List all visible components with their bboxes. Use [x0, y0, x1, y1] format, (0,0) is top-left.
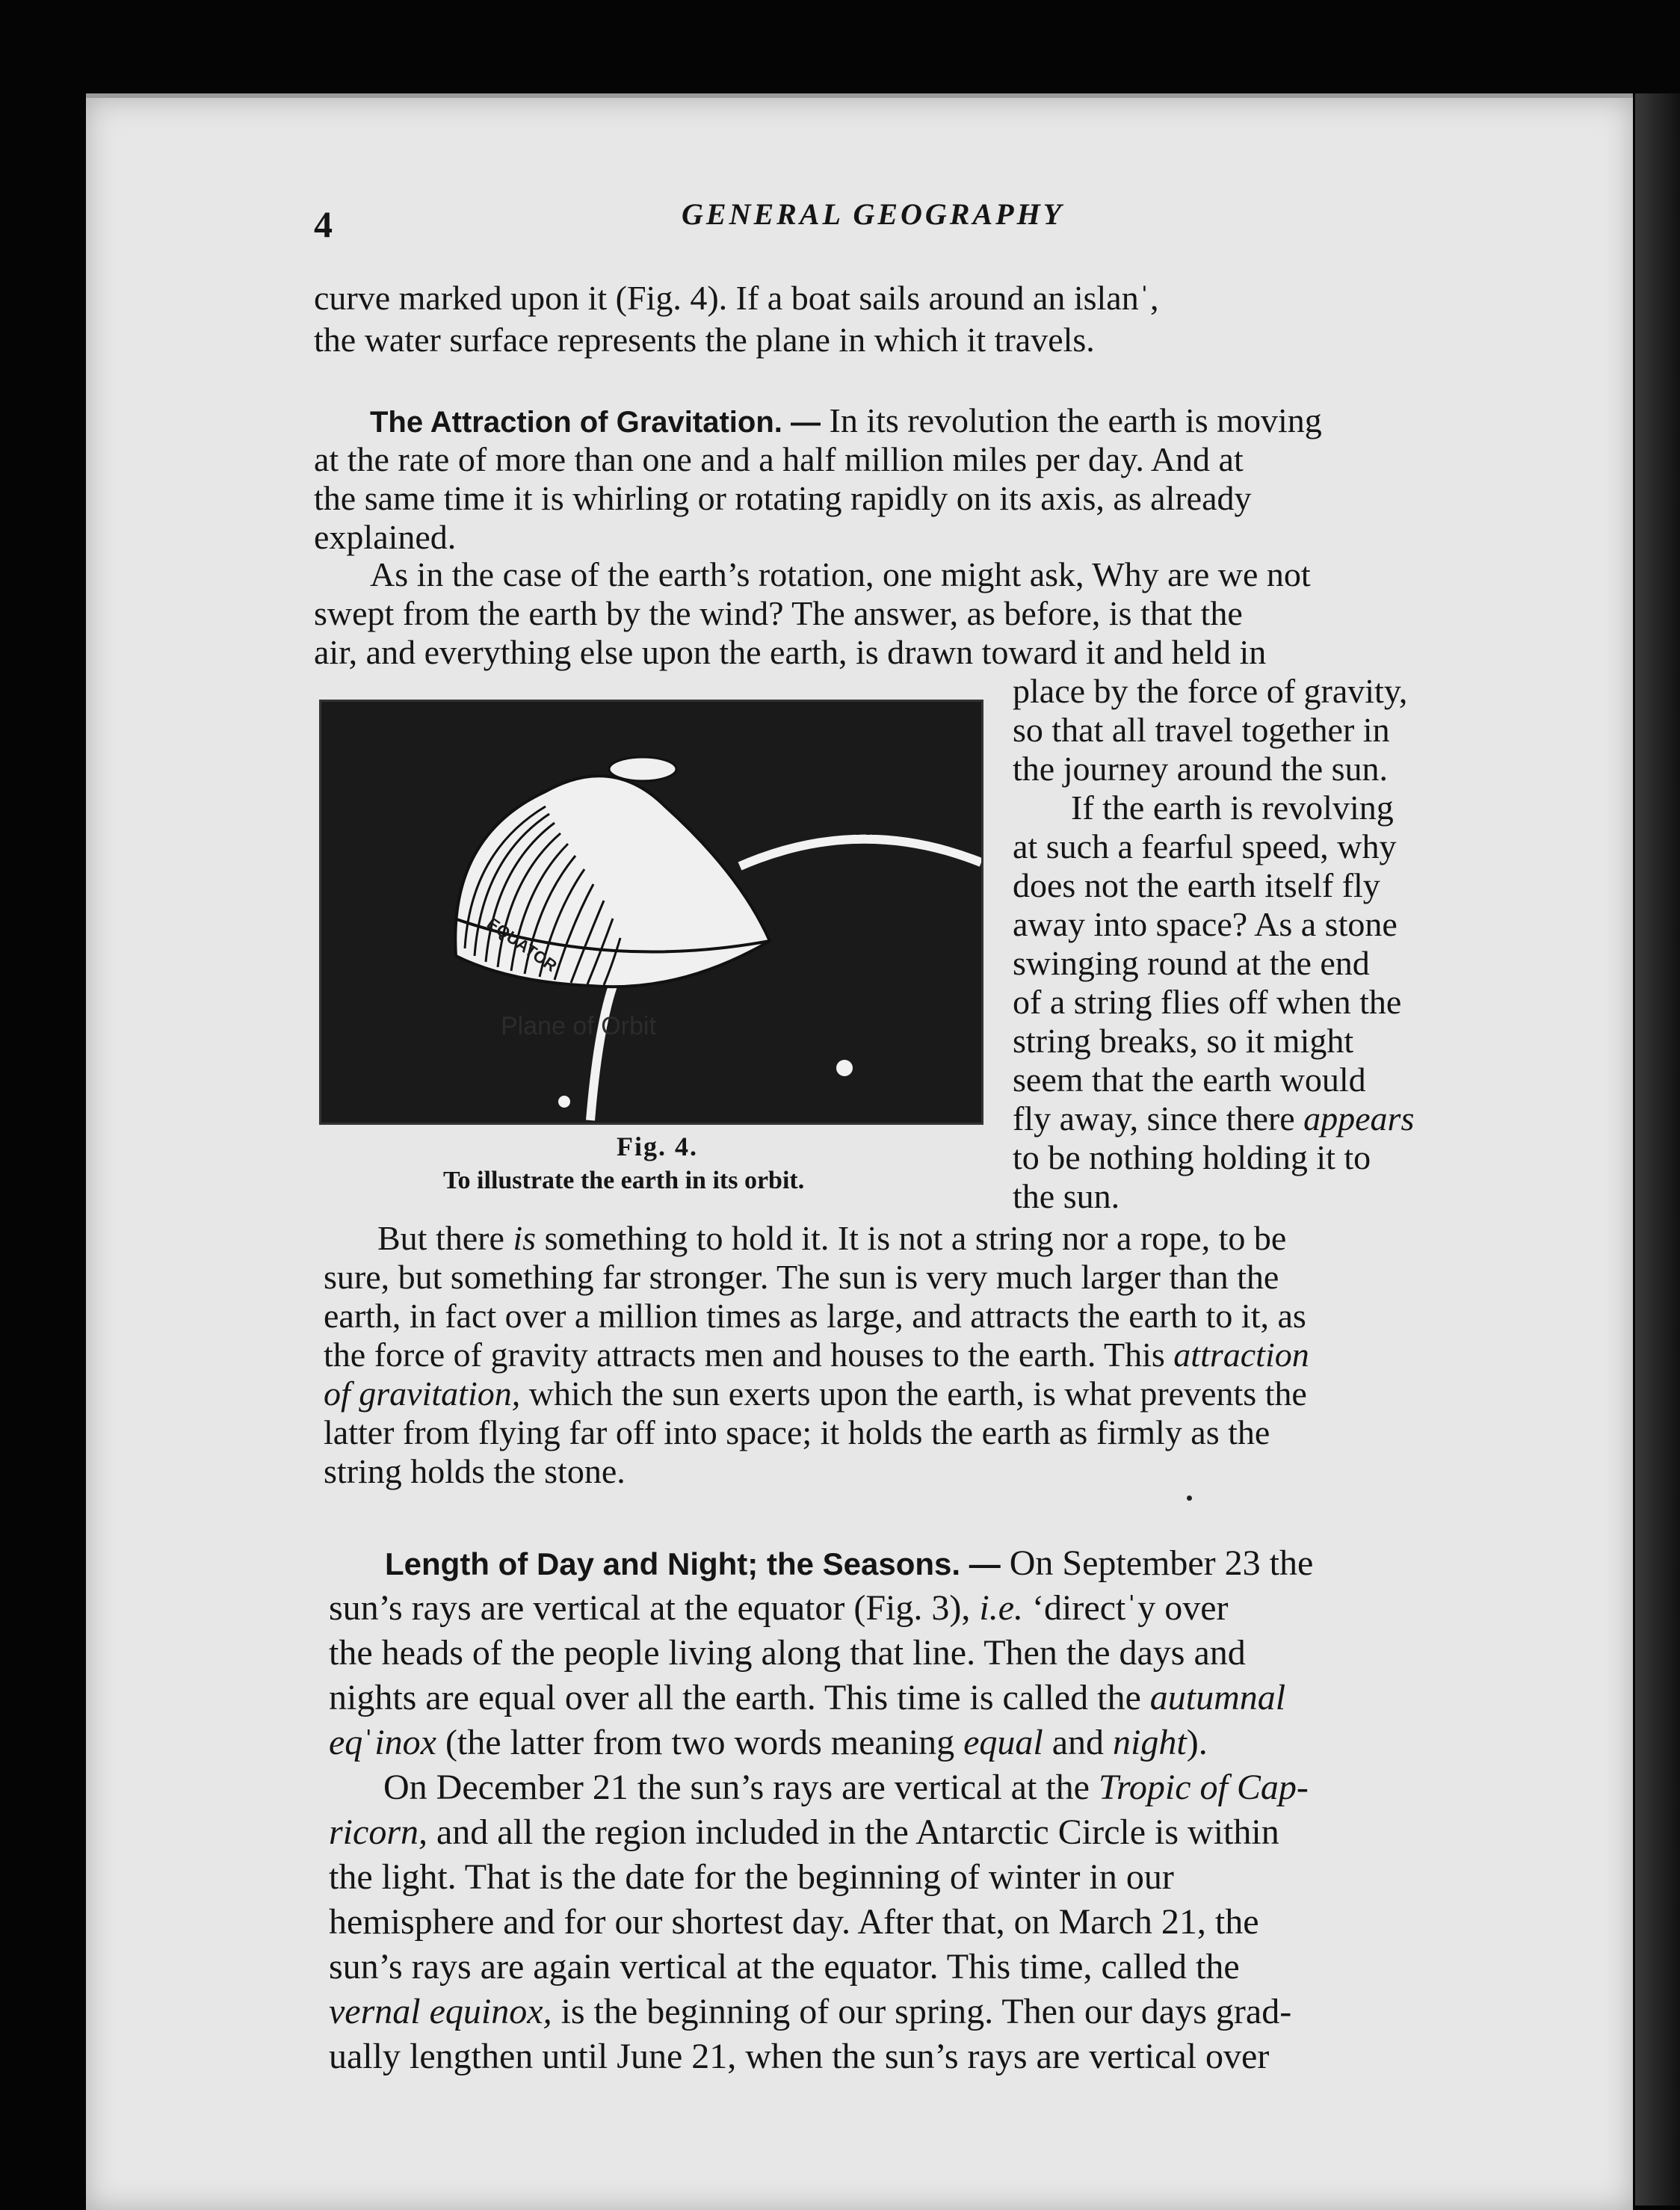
text-fragment: nights are equal over all the earth. This time is called the [329, 1678, 1141, 1717]
emphasis: Tropic of Cap- [1098, 1768, 1309, 1807]
side-text-line: so that all travel together in [1013, 711, 1390, 749]
emphasis: is [513, 1219, 537, 1257]
text-line: explained. [314, 518, 457, 556]
text-fragment: On December 21 the sun’s rays are vertical at the [383, 1768, 1090, 1807]
page-edge-shadow [1635, 93, 1680, 2206]
figure-caption: To illustrate the earth in its orbit. [443, 1167, 805, 1194]
text-line: the water surface represents the plane in which it travels. [314, 321, 1095, 359]
emphasis: night [1113, 1723, 1187, 1762]
side-text-line: the sun. [1013, 1177, 1120, 1215]
emphasis: vernal equinox, [329, 1992, 552, 2031]
text-line: the heads of the people living along that line. Then the days and [329, 1633, 1246, 1673]
figure-earth-orbit [319, 700, 983, 1125]
side-text-line: away into space? As a stone [1013, 905, 1398, 943]
text-fragment: On September 23 the [1009, 1543, 1314, 1583]
plane-of-orbit-label: Plane of Orbit [501, 1012, 656, 1040]
text-line [383, 1768, 1309, 1807]
text-line: ually lengthen until June 21, when the sun’s rays are vertical over [329, 2037, 1270, 2076]
text-fragment: something to hold it. It is not a string nor a rope, to be [544, 1219, 1287, 1257]
text-line: As in the case of the earth’s rotation, one might ask, Why are we not [370, 555, 1311, 593]
side-text-line: of a string flies off when the [1013, 983, 1402, 1021]
earth-orbit-illustration [321, 702, 981, 1123]
text-line: hemisphere and for our shortest day. After that, on March 21, the [329, 1902, 1259, 1942]
figure-number: Fig. 4. [617, 1132, 698, 1161]
side-text-line [1013, 1099, 1414, 1138]
orbit-label: ORBIT [837, 815, 907, 840]
text-line [324, 1336, 1309, 1374]
emphasis: appears [1303, 1099, 1415, 1138]
side-text-line: If the earth is revolving [1071, 788, 1394, 827]
text-line [329, 1993, 1291, 2031]
side-text-line: does not the earth itself fly [1013, 866, 1380, 904]
text-line: the same time it is whirling or rotating rapidly on its axis, as already [314, 479, 1252, 517]
text-line [329, 1589, 1229, 1628]
emphasis: equal [963, 1723, 1043, 1762]
text-fragment: ‘directˈy over [1032, 1588, 1229, 1628]
text-fragment: which the sun exerts upon the earth, is what prevents the [528, 1374, 1307, 1413]
side-text-line: swinging round at the end [1013, 944, 1370, 982]
text-line: latter from flying far off into space; it holds the earth as firmly as the [324, 1413, 1270, 1451]
text-line: the light. That is the date for the beginning of winter in our [329, 1857, 1174, 1897]
side-text-line: string breaks, so it might [1013, 1022, 1354, 1060]
side-text-line: place by the force of gravity, [1013, 672, 1408, 710]
emphasis: i.e. [979, 1588, 1024, 1628]
text-line: sun’s rays are again vertical at the equator. This time, called the [329, 1947, 1240, 1987]
text-line: sure, but something far stronger. The sun is very much larger than the [324, 1258, 1279, 1296]
emphasis: ricorn, [329, 1812, 427, 1852]
text-line [329, 1813, 1279, 1852]
text-line: air, and everything else upon the earth, is drawn toward it and held in [314, 633, 1267, 671]
text-fragment: and [1051, 1723, 1105, 1762]
text-line [329, 1723, 1208, 1762]
speck [558, 1096, 570, 1108]
equator-label: EQUATOR [484, 913, 560, 976]
side-text-line: the journey around the sun. [1013, 750, 1389, 788]
text-fragment: (the latter from two words meaning [445, 1723, 955, 1762]
emphasis: eqˈinox [329, 1723, 436, 1762]
section-gravitation-first-line [370, 401, 1322, 442]
text-line: swept from the earth by the wind? The answer, as before, is that the [314, 594, 1243, 632]
emphasis: autumnal [1149, 1678, 1286, 1717]
text-fragment: In its revolution the earth is moving [829, 401, 1322, 439]
sun-dot [836, 1060, 853, 1076]
text-fragment: sun’s rays are vertical at the equator (Fig. 3), [329, 1588, 971, 1628]
text-line [324, 1374, 1307, 1413]
text-line [377, 1219, 1286, 1258]
section-heading-seasons: Length of Day and Night; the Seasons. — [385, 1546, 1001, 1581]
text-fragment: the force of gravity attracts men and houses to the earth. This [324, 1336, 1165, 1374]
section-seasons-first-line [385, 1544, 1313, 1584]
text-line [329, 1679, 1285, 1717]
text-fragment: and all the region included in the Antarctic Circle is within [436, 1812, 1279, 1852]
side-text-line: to be nothing holding it to [1013, 1138, 1371, 1176]
text-fragment: fly away, since there [1013, 1099, 1295, 1138]
text-fragment: ). [1186, 1723, 1208, 1762]
text-fragment: But there [377, 1219, 504, 1257]
running-title: GENERAL GEOGRAPHY [682, 197, 1065, 231]
text-line: curve marked upon it (Fig. 4). If a boat sails around an islanˈ, [314, 279, 1159, 317]
section-heading-gravitation: The Attraction of Gravitation. — [370, 406, 821, 439]
north-pole-cap [609, 757, 676, 781]
side-text-line: seem that the earth would [1013, 1061, 1366, 1099]
text-line: string holds the stone. [324, 1452, 626, 1490]
text-fragment: is the beginning of our spring. Then our days grad- [560, 1992, 1292, 2031]
emphasis: of gravitation, [324, 1374, 521, 1413]
text-line: at the rate of more than one and a half million miles per day. And at [314, 440, 1244, 478]
book-page [86, 93, 1633, 2210]
emphasis: attraction [1173, 1336, 1309, 1374]
page-number: 4 [314, 203, 333, 245]
speck [1187, 1496, 1192, 1501]
text-line: earth, in fact over a million times as large, and attracts the earth to it, as [324, 1297, 1306, 1335]
side-text-line: at such a fearful speed, why [1013, 827, 1397, 865]
